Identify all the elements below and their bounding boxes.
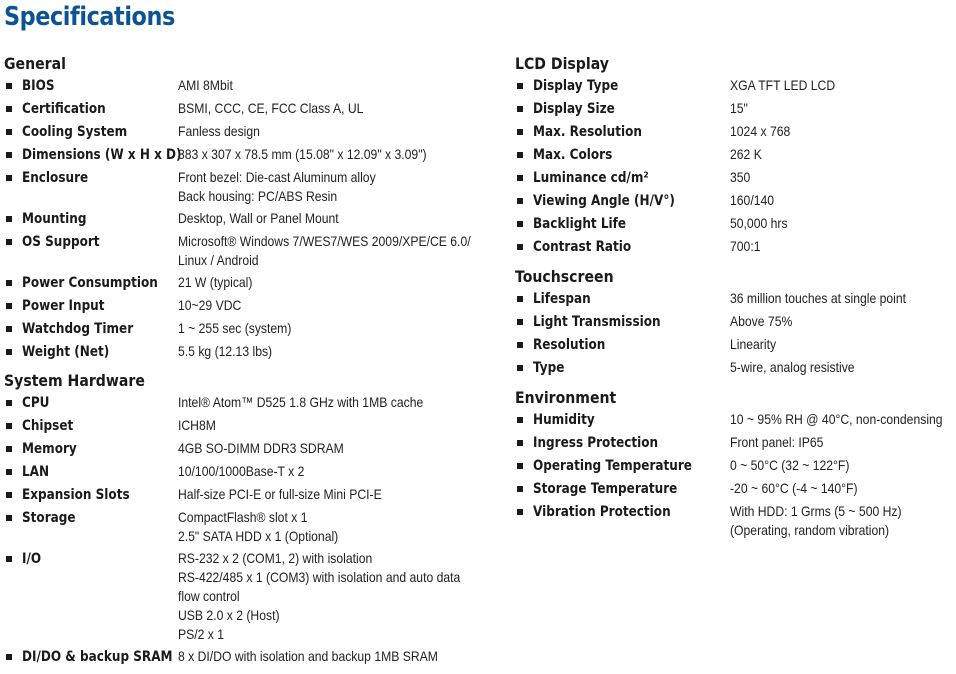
spec-row-viewing-angle-h-v (515, 191, 955, 211)
spec-label-cell (533, 312, 730, 332)
spec-values (178, 168, 504, 206)
spec-row-humidity (515, 410, 955, 430)
spec-label-cell (533, 122, 730, 142)
spec-label-cell (533, 479, 730, 499)
spec-row-vibration-protection (515, 502, 955, 540)
spec-label: Resolution (533, 337, 606, 353)
spec-values (730, 99, 955, 118)
spec-value: XGA TFT LED LCD (730, 77, 836, 93)
spec-value: Microsoft® Windows 7/WES7/WES 2009/XPE/CE 6.0/ (178, 233, 471, 249)
spec-row-chipset (4, 416, 504, 436)
spec-value: 0 ~ 50°C (32 ~ 122°F) (730, 457, 850, 473)
spec-value: Linux / Android (178, 252, 259, 268)
spec-label: Humidity (533, 412, 595, 428)
spec-label-cell (22, 439, 178, 459)
bullet-icon (6, 280, 12, 286)
spec-values (730, 145, 955, 164)
bullet-icon (6, 129, 12, 135)
spec-row-backlight-life (515, 214, 955, 234)
spec-label: Chipset (22, 418, 74, 434)
left-column (4, 52, 504, 674)
spec-label: Expansion Slots (22, 487, 130, 503)
spec-label: Certification (22, 101, 106, 117)
spec-values (730, 289, 955, 308)
spec-row-i-o (4, 549, 504, 644)
spec-row-power-consumption (4, 273, 504, 293)
spec-value: Linearity (730, 336, 777, 352)
spec-label: Viewing Angle (H/V°) (533, 193, 675, 209)
spec-row-power-input (4, 296, 504, 316)
spec-label: Operating Temperature (533, 458, 692, 474)
spec-value: 10/100/1000Base-T x 2 (178, 463, 305, 479)
spec-value: 5-wire, analog resistive (730, 359, 855, 375)
section-general (4, 52, 504, 362)
bullet-icon (517, 83, 523, 89)
spec-label-cell (533, 214, 730, 234)
spec-row-bios (4, 76, 504, 96)
spec-label-cell (533, 358, 730, 378)
spec-values (178, 296, 504, 315)
spec-label-cell (22, 99, 178, 119)
spec-value: ICH8M (178, 417, 216, 433)
spec-values (178, 508, 504, 546)
spec-values (178, 393, 504, 412)
spec-label: Watchdog Timer (22, 321, 134, 337)
spec-row-certification (4, 99, 504, 119)
bullet-icon (517, 198, 523, 204)
spec-row-max-resolution (515, 122, 955, 142)
spec-label: CPU (22, 395, 50, 411)
spec-value: Front panel: IP65 (730, 434, 824, 450)
spec-value: 700:1 (730, 238, 761, 254)
spec-values (178, 485, 504, 504)
spec-values (730, 122, 955, 141)
spec-values (178, 416, 504, 435)
section-lcd-display (515, 52, 955, 257)
spec-values (178, 462, 504, 481)
bullet-icon (517, 244, 523, 250)
spec-label-cell (533, 456, 730, 476)
spec-label: Mounting (22, 211, 87, 227)
spec-label-cell (533, 237, 730, 257)
spec-values (178, 232, 514, 270)
spec-label: DI/DO & backup SRAM (22, 649, 173, 665)
spec-label: Weight (Net) (22, 344, 110, 360)
spec-row-display-type (515, 76, 955, 96)
spec-label-cell (22, 508, 178, 528)
spec-values (730, 335, 955, 354)
spec-label: Power Consumption (22, 275, 158, 291)
spec-label: Storage (22, 510, 76, 526)
spec-label-cell (533, 502, 730, 522)
section-environment (515, 386, 955, 540)
bullet-icon (517, 509, 523, 515)
spec-label: Enclosure (22, 170, 89, 186)
spec-value: 36 million touches at single point (730, 290, 907, 306)
spec-values (730, 410, 956, 429)
spec-label: Contrast Ratio (533, 239, 632, 255)
spec-label-cell (22, 209, 178, 229)
bullet-icon (517, 106, 523, 112)
bullet-icon (517, 342, 523, 348)
spec-value: 21 W (typical) (178, 274, 253, 290)
spec-label: Max. Resolution (533, 124, 642, 140)
spec-label-cell (22, 296, 178, 316)
spec-value: flow control (178, 588, 240, 604)
spec-label-cell (22, 342, 178, 362)
spec-row-cpu (4, 393, 504, 413)
spec-label: Backlight Life (533, 216, 627, 232)
spec-label-cell (22, 122, 178, 142)
spec-row-memory (4, 439, 504, 459)
spec-label: LAN (22, 464, 50, 480)
spec-row-operating-temperature (515, 456, 955, 476)
spec-label: Memory (22, 441, 77, 457)
spec-values (730, 358, 955, 377)
spec-values (730, 168, 955, 187)
section-title: General (4, 54, 66, 73)
spec-label: Vibration Protection (533, 504, 671, 520)
spec-value: 8 x DI/DO with isolation and backup 1MB SRAM (178, 648, 438, 664)
spec-row-light-transmission (515, 312, 955, 332)
spec-label: Max. Colors (533, 147, 613, 163)
spec-row-enclosure (4, 168, 504, 206)
spec-row-contrast-ratio (515, 237, 955, 257)
spec-label-cell (533, 168, 730, 188)
spec-values (178, 145, 504, 164)
section-title: Environment (515, 388, 617, 407)
spec-label-cell (533, 76, 730, 96)
spec-value: Desktop, Wall or Panel Mount (178, 210, 339, 226)
bullet-icon (6, 106, 12, 112)
bullet-icon (6, 492, 12, 498)
spec-values (178, 647, 504, 666)
spec-value: Half-size PCI-E or full-size Mini PCI-E (178, 486, 382, 502)
spec-label-cell (22, 145, 182, 165)
spec-label: Luminance cd/m² (533, 170, 649, 186)
bullet-icon (517, 129, 523, 135)
spec-value: CompactFlash® slot x 1 (178, 509, 308, 525)
spec-value: Front bezel: Die-cast Aluminum alloy (178, 169, 376, 185)
bullet-icon (6, 469, 12, 475)
spec-value: 10~29 VDC (178, 297, 242, 313)
spec-value: 1 ~ 255 sec (system) (178, 320, 292, 336)
spec-label-cell (533, 433, 730, 453)
spec-row-storage-temperature (515, 479, 955, 499)
spec-row-cooling-system (4, 122, 504, 142)
spec-value: Above 75% (730, 313, 793, 329)
spec-label: OS Support (22, 234, 100, 250)
spec-label: Display Size (533, 101, 615, 117)
spec-label-cell (22, 393, 178, 413)
spec-label-cell (533, 335, 730, 355)
spec-row-weight-net (4, 342, 504, 362)
bullet-icon (517, 417, 523, 423)
spec-row-resolution (515, 335, 955, 355)
bullet-icon (6, 349, 12, 355)
spec-label: Cooling System (22, 124, 128, 140)
spec-value: RS-422/485 x 1 (COM3) with isolation and auto data (178, 569, 461, 585)
spec-value: 2.5" SATA HDD x 1 (Optional) (178, 528, 339, 544)
spec-values (730, 76, 955, 95)
spec-row-di-do-backup-sram (4, 647, 504, 667)
spec-label: Display Type (533, 78, 619, 94)
spec-value: -20 ~ 60°C (-4 ~ 140°F) (730, 480, 858, 496)
bullet-icon (6, 326, 12, 332)
spec-label: Light Transmission (533, 314, 661, 330)
spec-values (730, 312, 955, 331)
spec-value: 262 K (730, 146, 762, 162)
spec-values (178, 209, 504, 228)
spec-value: With HDD: 1 Grms (5 ~ 500 Hz) (730, 503, 902, 519)
spec-values (730, 214, 955, 233)
spec-row-watchdog-timer (4, 319, 504, 339)
spec-label-cell (22, 462, 178, 482)
section-title: LCD Display (515, 54, 609, 73)
spec-label: Type (533, 360, 565, 376)
spec-label: Ingress Protection (533, 435, 659, 451)
spec-values (178, 319, 504, 338)
spec-row-type (515, 358, 955, 378)
spec-value: Back housing: PC/ABS Resin (178, 188, 338, 204)
section-touchscreen (515, 265, 955, 378)
bullet-icon (6, 654, 12, 660)
spec-label-cell (533, 99, 730, 119)
bullet-icon (517, 319, 523, 325)
spec-row-lifespan (515, 289, 955, 309)
spec-value: 4GB SO-DIMM DDR3 SDRAM (178, 440, 344, 456)
spec-label: Power Input (22, 298, 105, 314)
spec-value: 10 ~ 95% RH @ 40°C, non-condensing (730, 411, 943, 427)
spec-row-ingress-protection (515, 433, 955, 453)
spec-value: USB 2.0 x 2 (Host) (178, 607, 280, 623)
bullet-icon (6, 152, 12, 158)
spec-label-cell (22, 319, 178, 339)
spec-value: 383 x 307 x 78.5 mm (15.08" x 12.09" x 3.09") (178, 146, 427, 162)
bullet-icon (517, 221, 523, 227)
spec-row-mounting (4, 209, 504, 229)
spec-value: PS/2 x 1 (178, 626, 225, 642)
spec-row-display-size (515, 99, 955, 119)
spec-value: AMI 8Mbit (178, 77, 233, 93)
bullet-icon (517, 152, 523, 158)
bullet-icon (6, 515, 12, 521)
spec-label-cell (22, 168, 178, 188)
spec-row-lan (4, 462, 504, 482)
spec-label: Storage Temperature (533, 481, 678, 497)
bullet-icon (6, 216, 12, 222)
spec-label-cell (22, 232, 178, 252)
spec-values (178, 273, 504, 292)
spec-values (730, 433, 955, 452)
spec-value: Intel® Atom™ D525 1.8 GHz with 1MB cache (178, 394, 424, 410)
spec-values (730, 237, 955, 256)
spec-row-os-support (4, 232, 504, 270)
spec-value: 160/140 (730, 192, 775, 208)
spec-label-cell (22, 647, 178, 667)
spec-label-cell (533, 289, 730, 309)
spec-values (730, 456, 955, 475)
spec-values (178, 122, 504, 141)
spec-label-cell (22, 485, 178, 505)
spec-value: BSMI, CCC, CE, FCC Class A, UL (178, 100, 364, 116)
spec-row-expansion-slots (4, 485, 504, 505)
spec-values (178, 439, 504, 458)
spec-value: Fanless design (178, 123, 260, 139)
section-title: System Hardware (4, 371, 145, 390)
spec-label-cell (22, 416, 178, 436)
spec-row-dimensions-w-x-h-x-d (4, 145, 504, 165)
spec-value: 50,000 hrs (730, 215, 788, 231)
spec-label: Dimensions (W x H x D) (22, 147, 182, 163)
section-title: Touchscreen (515, 267, 614, 286)
spec-values (178, 99, 504, 118)
bullet-icon (6, 83, 12, 89)
spec-values (730, 502, 955, 540)
spec-values (178, 342, 504, 361)
spec-row-luminance-cd-m (515, 168, 955, 188)
bullet-icon (6, 400, 12, 406)
spec-value: 15" (730, 100, 748, 116)
spec-value: 5.5 kg (12.13 lbs) (178, 343, 273, 359)
spec-value: 1024 x 768 (730, 123, 791, 139)
spec-value: 350 (730, 169, 751, 185)
bullet-icon (6, 446, 12, 452)
bullet-icon (6, 175, 12, 181)
spec-values (178, 76, 504, 95)
bullet-icon (6, 556, 12, 562)
spec-label-cell (533, 191, 730, 211)
spec-values (730, 479, 955, 498)
spec-label-cell (22, 273, 178, 293)
section-system-hardware (4, 369, 504, 667)
spec-label-cell (22, 549, 178, 569)
spec-row-max-colors (515, 145, 955, 165)
page-title: Specifications (4, 2, 175, 32)
spec-row-storage (4, 508, 504, 546)
bullet-icon (517, 486, 523, 492)
spec-label: I/O (22, 551, 42, 567)
bullet-icon (517, 365, 523, 371)
spec-label-cell (22, 76, 178, 96)
bullet-icon (6, 239, 12, 245)
spec-label: Lifespan (533, 291, 591, 307)
right-column (515, 52, 955, 548)
spec-label: BIOS (22, 78, 55, 94)
spec-value: RS-232 x 2 (COM1, 2) with isolation (178, 550, 373, 566)
bullet-icon (517, 463, 523, 469)
bullet-icon (6, 303, 12, 309)
bullet-icon (517, 440, 523, 446)
bullet-icon (6, 423, 12, 429)
bullet-icon (517, 175, 523, 181)
spec-label-cell (533, 410, 730, 430)
spec-values (178, 549, 504, 644)
spec-values (730, 191, 955, 210)
spec-value: (Operating, random vibration) (730, 522, 890, 538)
spec-label-cell (533, 145, 730, 165)
bullet-icon (517, 296, 523, 302)
